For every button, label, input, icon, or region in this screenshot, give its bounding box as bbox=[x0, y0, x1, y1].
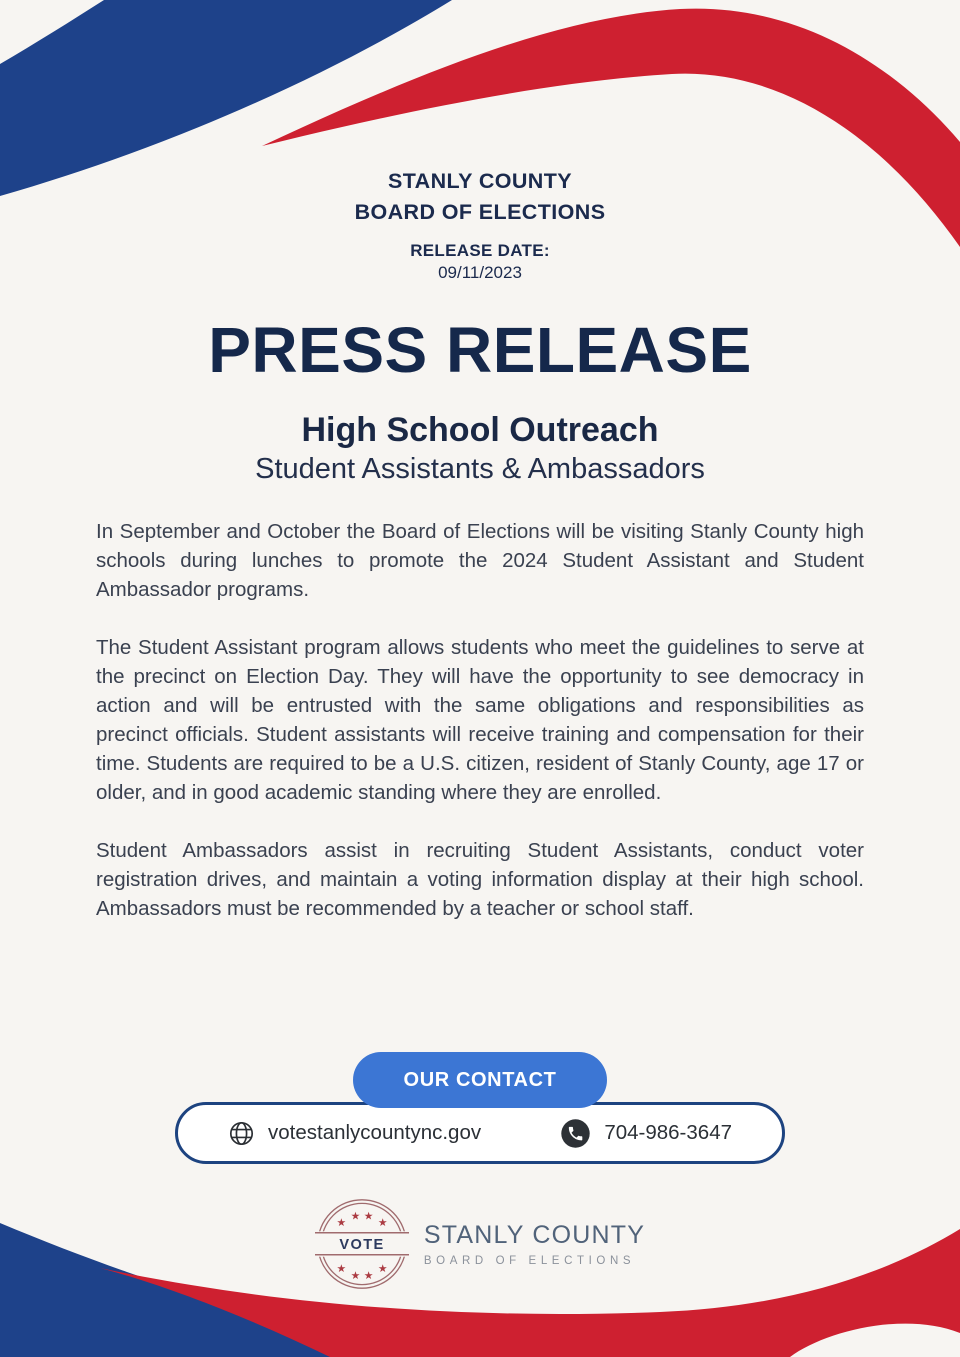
svg-text:★: ★ bbox=[336, 1216, 347, 1230]
paragraph-intro: In September and October the Board of Elections will be visiting Stanly County high schools during lunches to promote the 2024 Student Assistant and Student Ambassador programs. bbox=[96, 520, 864, 601]
org-name-line2: BOARD OF ELECTIONS bbox=[354, 200, 606, 224]
phone-icon bbox=[560, 1118, 591, 1149]
contact-section bbox=[175, 1052, 785, 1165]
release-block bbox=[0, 240, 960, 284]
contact-bar bbox=[175, 1102, 785, 1164]
svg-text:★: ★ bbox=[350, 1268, 361, 1282]
website-text: votestanlycountync.gov bbox=[268, 1121, 482, 1144]
vote-stamp-icon bbox=[315, 1196, 409, 1292]
svg-text:★: ★ bbox=[363, 1209, 374, 1223]
header-org-block bbox=[0, 166, 960, 228]
footer-logo bbox=[0, 1196, 960, 1292]
vote-stamp-text: VOTE bbox=[339, 1237, 385, 1254]
phone-text: 704-986-3647 bbox=[604, 1121, 732, 1144]
footer-org-sub: BOARD OF ELECTIONS bbox=[423, 1255, 636, 1267]
programs-subtitle: Student Assistants & Ambassadors bbox=[255, 453, 705, 485]
svg-text:★: ★ bbox=[377, 1216, 388, 1230]
phone-item[interactable] bbox=[560, 1118, 732, 1149]
paragraph-student-ambassador: Student Ambassadors assist in recruiting Student Assistants, conduct voter registration drives, and maintain a voting information display at their high school. Ambassadors must be recommended by a teacher or school staff. bbox=[96, 839, 864, 920]
press-release-title: PRESS RELEASE bbox=[208, 314, 752, 386]
our-contact-button[interactable]: OUR CONTACT bbox=[353, 1052, 607, 1108]
paragraph-student-assistant: The Student Assistant program allows students who meet the guidelines to serve at the precinct on Election Day. They will have the opportunity to see democracy in action and will be entrusted with the same obligations and responsibilities as precinct officials. Student assistants will receive training and compensation for their time. Students are required to be a U.S. citizen, resident of Stanly County, age 17 or older, and in good academic standing where they are enrolled. bbox=[96, 636, 864, 804]
footer-org-name: STANLY COUNTY bbox=[423, 1221, 646, 1249]
svg-text:★: ★ bbox=[350, 1209, 361, 1223]
svg-text:★: ★ bbox=[363, 1268, 374, 1282]
release-date-label: RELEASE DATE: bbox=[410, 241, 550, 260]
svg-text:★: ★ bbox=[377, 1262, 388, 1276]
org-name-line1: STANLY COUNTY bbox=[388, 169, 572, 193]
svg-text:★: ★ bbox=[336, 1262, 347, 1276]
outreach-subtitle: High School Outreach bbox=[301, 411, 659, 449]
website-item[interactable] bbox=[228, 1120, 481, 1147]
globe-icon bbox=[228, 1120, 255, 1147]
release-date-value: 09/11/2023 bbox=[438, 263, 522, 282]
footer-logo-text bbox=[424, 1221, 645, 1267]
body-text-block bbox=[96, 517, 864, 952]
